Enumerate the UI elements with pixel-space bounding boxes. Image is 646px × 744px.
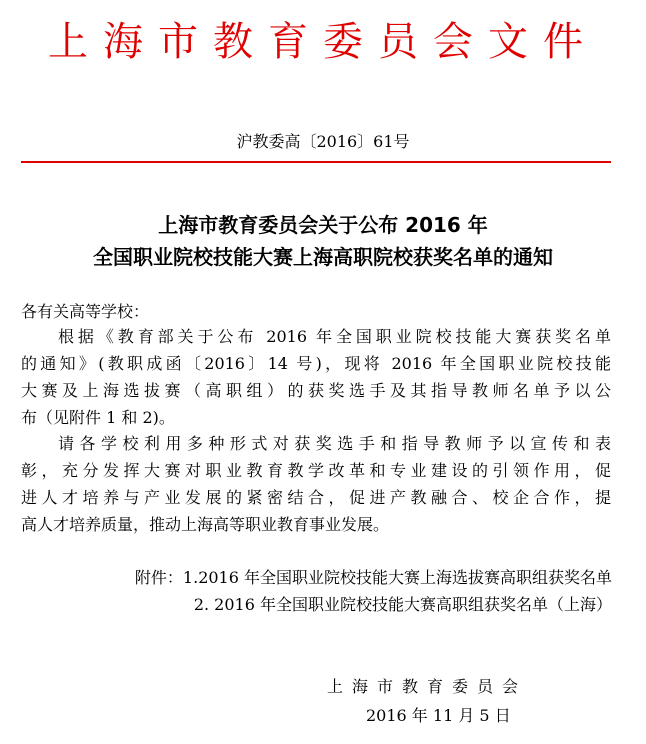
paragraph-line: 布（见附件 1 和 2)。 xyxy=(21,408,175,427)
attachment-item-1: 附件：1.2016 年全国职业院校技能大赛上海选拔赛高职组获奖名单 xyxy=(134,568,612,587)
document-header-title: 上海市教育委员会文件 xyxy=(48,19,598,65)
signature-date: 2016 年 11 月 5 日 xyxy=(366,706,511,725)
paragraph-line: 的通知》(教职成函〔2016〕14 号)，现将 2016 年全国职业院校技能 xyxy=(21,354,611,373)
signature-organization: 上海市教育委员会 xyxy=(327,677,528,696)
attachment-item-2: 2. 2016 年全国职业院校技能大赛高职组获奖名单（上海） xyxy=(193,595,612,614)
notice-title-line-1: 上海市教育委员会关于公布 2016 年 xyxy=(158,213,488,237)
paragraph-line: 大赛及上海选拔赛（高职组）的获奖选手及其指导教师名单予以公 xyxy=(21,381,611,400)
paragraph-line: 根据《教育部关于公布 2016 年全国职业院校技能大赛获奖名单 xyxy=(58,327,611,346)
notice-title-line-2: 全国职业院校技能大赛上海高职院校获奖名单的通知 xyxy=(93,245,553,269)
document-number: 沪教委高〔2016〕61号 xyxy=(236,132,410,151)
paragraph-line: 请各学校利用多种形式对获奖选手和指导教师予以宣传和表 xyxy=(58,434,611,453)
body-paragraph-2 xyxy=(21,430,611,538)
header-divider xyxy=(21,161,611,163)
salutation: 各有关高等学校： xyxy=(21,302,150,321)
paragraph-line: 进人才培养与产业发展的紧密结合，促进产教融合、校企合作，提 xyxy=(21,488,611,507)
paragraph-line: 高人才培养质量，推动上海高等职业教育事业发展。 xyxy=(21,515,390,534)
body-paragraph-1 xyxy=(21,323,611,431)
paragraph-line: 彰，充分发挥大赛对职业教育教学改革和专业建设的引领作用，促 xyxy=(21,461,611,480)
